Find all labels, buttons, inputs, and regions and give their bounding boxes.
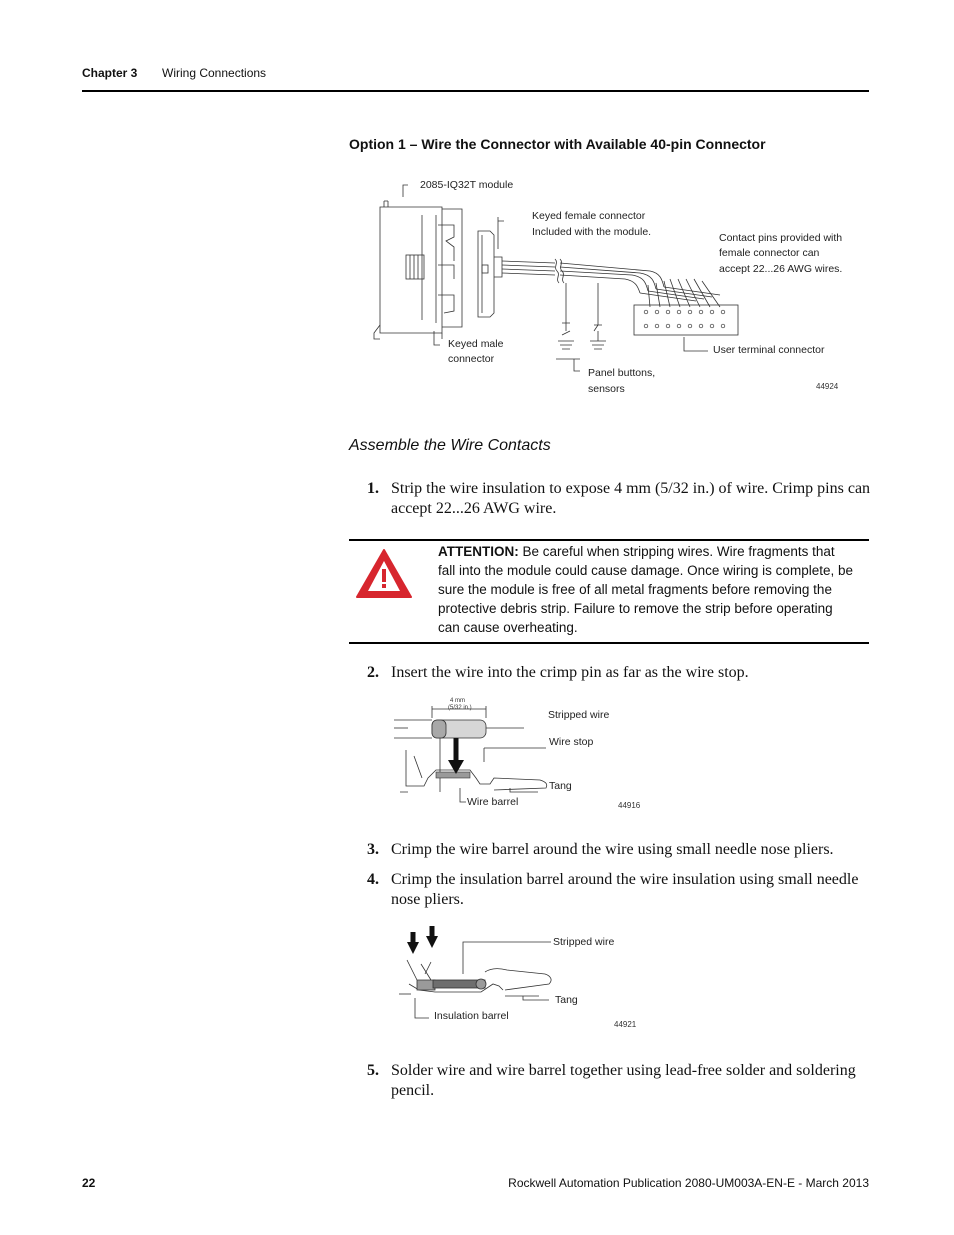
contact-pins-label-3: accept 22...26 AWG wires.	[719, 263, 843, 275]
attention-top-rule	[349, 539, 869, 541]
wire-stop-label: Wire stop	[549, 736, 594, 748]
male-connector-label-1: Keyed male	[448, 338, 504, 350]
step-5	[349, 1061, 869, 1103]
step-2	[349, 663, 869, 685]
step-4	[349, 870, 869, 912]
step-text: Crimp the wire barrel around the wire using small needle nose pliers.	[391, 841, 834, 858]
step-number: 1.	[367, 480, 379, 497]
step-number: 5.	[367, 1062, 379, 1079]
stripped-wire-label: Stripped wire	[548, 709, 610, 721]
insert-wire-diagram	[390, 692, 660, 817]
figure-connector-wiring	[370, 175, 850, 405]
female-connector-label-2: Included with the module.	[532, 226, 652, 238]
step-3	[349, 840, 869, 862]
section-subheading: Assemble the Wire Contacts	[349, 437, 551, 454]
attention-text	[438, 542, 853, 637]
contact-pins-label-1: Contact pins provided with	[719, 232, 843, 244]
step-1	[349, 479, 869, 521]
terminal-connector-label: User terminal connector	[713, 344, 825, 356]
male-connector-label-2: connector	[448, 353, 495, 365]
stripped-wire-label: Stripped wire	[553, 936, 615, 948]
page-number: 22	[82, 1176, 96, 1190]
tang-label: Tang	[549, 780, 572, 792]
step-text: Insert the wire into the crimp pin as far as the wire stop.	[391, 664, 749, 681]
panel-buttons-label-1: Panel buttons,	[588, 367, 656, 379]
figure-number: 44924	[816, 382, 839, 391]
contact-pins-label-2: female connector can	[719, 247, 820, 259]
chapter-label: Chapter 3	[82, 66, 138, 80]
figure-number: 44921	[614, 1020, 637, 1029]
figure-number: 44916	[618, 801, 641, 810]
attention-label: ATTENTION:	[438, 544, 519, 559]
insulation-barrel-label: Insulation barrel	[434, 1010, 509, 1022]
step-number: 3.	[367, 841, 379, 858]
header-rule	[82, 90, 869, 92]
step-number: 2.	[367, 664, 379, 681]
figure-crimp-insulation	[395, 922, 655, 1034]
step-text: Strip the wire insulation to expose 4 mm (5/32 in.) of wire. Crimp pins can accept 22...26 AWG wire.	[391, 480, 871, 517]
step-text: Solder wire and wire barrel together using lead-free solder and soldering pencil.	[391, 1062, 856, 1099]
attention-body: Be careful when stripping wires. Wire fragments that fall into the module could cause damage. Once wiring is complete, be sure the module is free of all metal fragments before removing the protective debris strip. Failure to remove the strip before operating can cause overheating.	[438, 544, 853, 635]
attention-bottom-rule	[349, 642, 869, 644]
module-label: 2085-IQ32T module	[420, 179, 514, 191]
dimension-inch: (5/32 in.)	[448, 705, 472, 711]
warning-triangle-icon	[355, 548, 413, 600]
figure-insert-wire	[390, 692, 660, 817]
option-heading: Option 1 – Wire the Connector with Available 40-pin Connector	[349, 136, 766, 152]
female-connector-label-1: Keyed female connector	[532, 210, 646, 222]
panel-buttons-label-2: sensors	[588, 383, 625, 395]
step-text: Crimp the insulation barrel around the wire insulation using small needle nose pliers.	[391, 871, 859, 908]
dimension-mm: 4 mm	[450, 698, 465, 704]
tang-label: Tang	[555, 994, 578, 1006]
publication-info: Rockwell Automation Publication 2080-UM003A-EN-E - March 2013	[508, 1176, 869, 1190]
step-number: 4.	[367, 871, 379, 888]
chapter-title: Wiring Connections	[162, 66, 267, 80]
wire-barrel-label: Wire barrel	[467, 796, 519, 808]
